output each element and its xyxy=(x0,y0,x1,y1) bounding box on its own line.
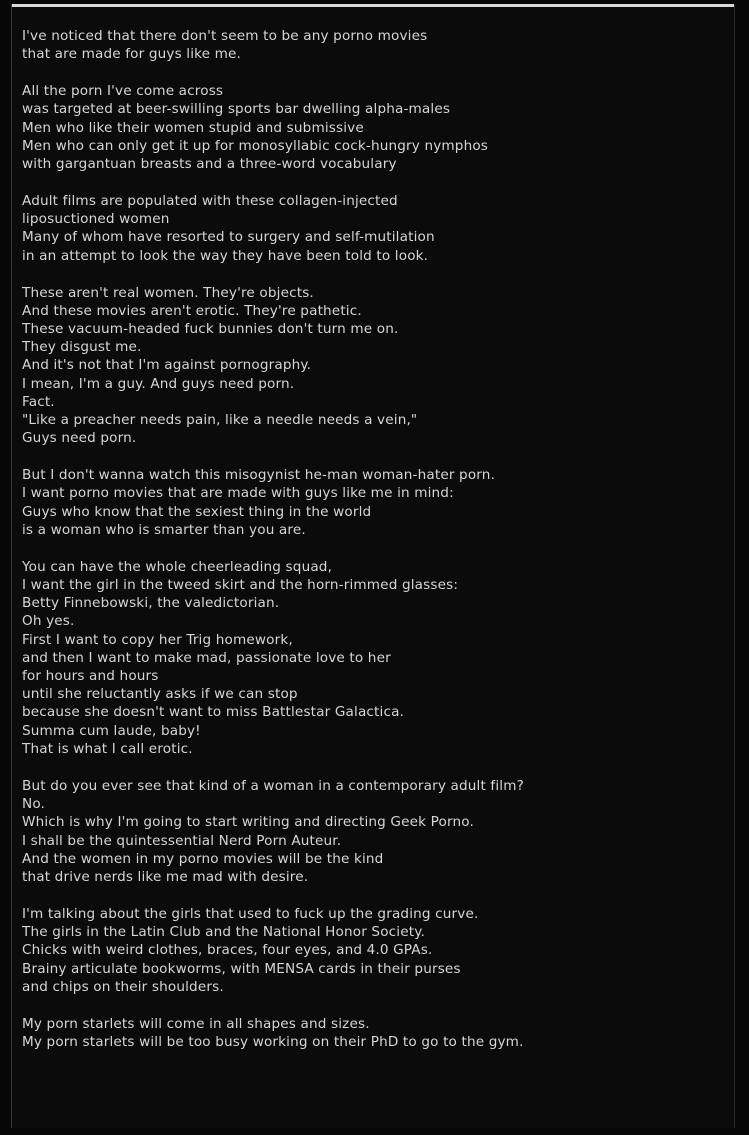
poem-line: They disgust me. xyxy=(22,339,142,356)
poem-line: for hours and hours xyxy=(22,668,159,685)
poem-line: My porn starlets will come in all shapes and sizes. xyxy=(22,1015,370,1032)
poem-line: until she reluctantly asks if we can stop xyxy=(22,686,298,703)
top-divider xyxy=(12,4,734,7)
poem-line: You can have the whole cheerleading squad, xyxy=(22,558,333,575)
poem-line: And the women in my porno movies will be the kind xyxy=(22,850,384,867)
poem-line: Men who can only get it up for monosyllabic cock-hungry nymphos xyxy=(22,137,489,154)
poem-line: Which is why I'm going to start writing and directing Geek Porno. xyxy=(22,814,474,831)
poem-line: I've noticed that there don't seem to be any porno movies xyxy=(22,28,428,44)
stanza xyxy=(22,1015,726,1051)
poem-line: liposuctioned women xyxy=(22,211,170,228)
poem-line: with gargantuan breasts and a three-word vocabulary xyxy=(22,156,397,173)
poem-line: My porn starlets will be too busy working on their PhD to go to the gym. xyxy=(22,1033,524,1050)
poem-line: The girls in the Latin Club and the National Honor Society. xyxy=(22,924,425,941)
stanza xyxy=(22,466,726,539)
stanza xyxy=(22,27,726,63)
stanza xyxy=(22,558,726,758)
poem-line: These vacuum-headed fuck bunnies don't turn me on. xyxy=(22,321,399,338)
poem-line: in an attempt to look the way they have been told to look. xyxy=(22,247,429,264)
poem-line: and then I want to make mad, passionate love to her xyxy=(22,649,391,666)
poem-line: that are made for guys like me. xyxy=(22,46,242,63)
poem-line: And these movies aren't erotic. They're pathetic. xyxy=(22,302,362,319)
poem-line: Guys need porn. xyxy=(22,430,137,447)
stanza xyxy=(22,777,726,886)
stanza xyxy=(22,905,726,996)
poem-line: and chips on their shoulders. xyxy=(22,978,224,995)
poem-line: That is what I call erotic. xyxy=(22,740,193,757)
poem-line: is a woman who is smarter than you are. xyxy=(22,521,306,538)
poem-line: Oh yes. xyxy=(22,613,75,630)
stanza xyxy=(22,284,726,448)
poem-line: Men who like their women stupid and submissive xyxy=(22,119,364,136)
poem-line: And it's not that I'm against pornography. xyxy=(22,357,312,374)
poem-line: "Like a preacher needs pain, like a needle needs a vein," xyxy=(22,412,418,429)
poem-line: Brainy articulate bookworms, with MENSA cards in their purses xyxy=(22,960,461,977)
poem-line: Betty Finnebowski, the valedictorian. xyxy=(22,595,280,612)
poem-text xyxy=(22,27,726,1070)
poem-line: I want the girl in the tweed skirt and the horn-rimmed glasses: xyxy=(22,577,459,594)
poem-line: that drive nerds like me mad with desire. xyxy=(22,868,309,885)
poem-line: These aren't real women. They're objects. xyxy=(22,284,314,301)
poem-line: Fact. xyxy=(22,393,55,410)
poem-line: I'm talking about the girls that used to fuck up the grading curve. xyxy=(22,905,479,922)
poem-line: because she doesn't want to miss Battlestar Galactica. xyxy=(22,704,405,721)
poem-line: I want porno movies that are made with guys like me in mind: xyxy=(22,485,454,502)
stanza xyxy=(22,82,726,173)
poem-line: Many of whom have resorted to surgery and self-mutilation xyxy=(22,229,435,246)
stanza xyxy=(22,192,726,265)
poem-line: First I want to copy her Trig homework, xyxy=(22,631,293,648)
poem-line: was targeted at beer-swilling sports bar dwelling alpha-males xyxy=(22,101,451,118)
poem-line: Summa cum laude, baby! xyxy=(22,722,201,739)
poem-line: All the porn I've come across xyxy=(22,83,224,100)
text-panel xyxy=(11,4,735,1128)
poem-line: I shall be the quintessential Nerd Porn Auteur. xyxy=(22,832,342,849)
poem-line: Chicks with weird clothes, braces, four eyes, and 4.0 GPAs. xyxy=(22,942,433,959)
poem-line: But do you ever see that kind of a woman in a contemporary adult film? xyxy=(22,777,524,794)
poem-line: I mean, I'm a guy. And guys need porn. xyxy=(22,375,295,392)
poem-line: No. xyxy=(22,796,46,813)
poem-line: But I don't wanna watch this misogynist he-man woman-hater porn. xyxy=(22,467,496,484)
poem-line: Guys who know that the sexiest thing in the world xyxy=(22,503,372,520)
poem-line: Adult films are populated with these collagen-injected xyxy=(22,193,398,210)
